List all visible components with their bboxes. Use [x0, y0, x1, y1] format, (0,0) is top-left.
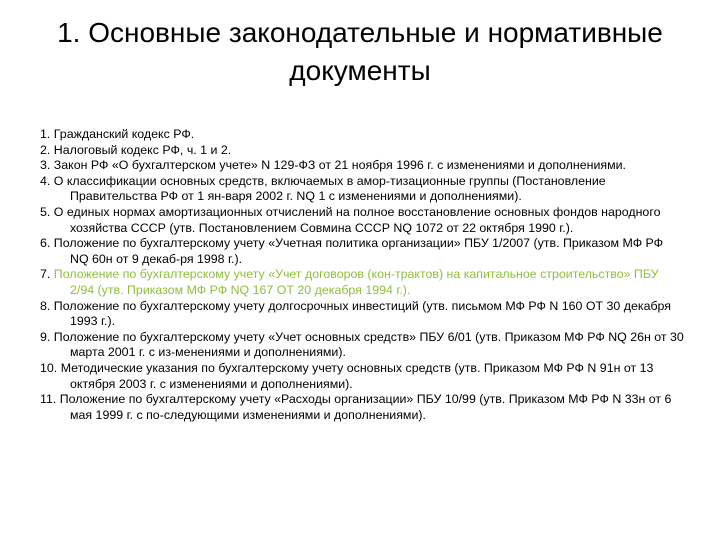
slide-title: 1. Основные законодательные и нормативные документы: [57, 17, 663, 86]
item-number: 3.: [40, 158, 51, 173]
item-text: Закон РФ «О бухгалтерском учете» N 129-ФЗ от 21 ноября 1996 г. с изменениями и дополнениями.: [53, 158, 626, 173]
item-number: 5.: [40, 204, 51, 219]
item-number: 10.: [40, 360, 58, 375]
item-text: Налоговый кодекс РФ, ч. 1 и 2.: [53, 142, 232, 157]
list-item: [40, 361, 685, 392]
list-item-highlighted: [40, 267, 685, 298]
item-text: Гражданский кодекс РФ.: [53, 127, 195, 141]
list-item: [40, 158, 685, 174]
documents-list: [40, 127, 685, 423]
item-text: Положение по бухгалтерскому учету «Расходы организации» ПБУ 10/99 (утв. Приказом МФ РФ N 33н от 6 мая 1999 г. с по-следующими изменениями и дополнениями).: [59, 392, 672, 422]
list-item: [40, 127, 685, 143]
item-number: 11.: [40, 392, 57, 407]
item-text: Положение по бухгалтерскому учету «Учетная политика организации» ПБУ 1/2007 (утв. Приказом МФ РФ NQ 60н от 9 декаб-ря 1998 г.).: [53, 236, 664, 266]
item-text: О классификации основных средств, включаемых в амор-тизационные группы (Постановление Правительства РФ от 1 ян-варя 2002 г. NQ 1 с изменениями и дополнениями).: [53, 173, 606, 204]
list-item: [40, 174, 685, 205]
item-text: Положение по бухгалтерскому учету «Учет основных средств» ПБУ 6/01 (утв. Приказом МФ РФ NQ 26н от 30 марта 2001 г. с из-менениями и дополнениями).: [53, 329, 684, 360]
item-number: 4.: [40, 173, 51, 188]
item-number: 2.: [40, 142, 51, 157]
item-text: Положение по бухгалтерскому учету долгосрочных инвестиций (утв. письмом МФ РФ N 160 ОТ 30 декабря 1993 г.).: [53, 298, 672, 329]
item-text: Методические указания по бухгалтерскому учету основных средств (утв. Приказом МФ РФ N 91н от 13 октября 2003 г. с изменениями и дополнениями).: [60, 360, 654, 391]
item-text: О единых нормах амортизационных отчислений на полное восстановление основных фондов народного хозяйства СССР (утв. Постановлением Совмина СССР NQ 1072 от 22 октября 1990 г.).: [53, 204, 661, 235]
list-item: [40, 205, 685, 236]
item-number: 9.: [40, 329, 51, 344]
item-number: 1.: [40, 127, 51, 141]
list-item: [40, 330, 685, 361]
list-item: [40, 299, 685, 330]
item-text-highlighted: Положение по бухгалтерскому учету «Учет договоров (кон-трактов) на капитальное строительство» ПБУ 2/94 (утв. Приказом МФ РФ NQ 167 ОТ 20 декабря 1994 г.).: [53, 267, 659, 297]
list-item: [40, 143, 685, 159]
list-item: [40, 236, 685, 267]
item-number: 7.: [40, 267, 51, 282]
item-number: 6.: [40, 236, 51, 251]
list-item: [40, 392, 685, 423]
item-number: 8.: [40, 298, 51, 313]
